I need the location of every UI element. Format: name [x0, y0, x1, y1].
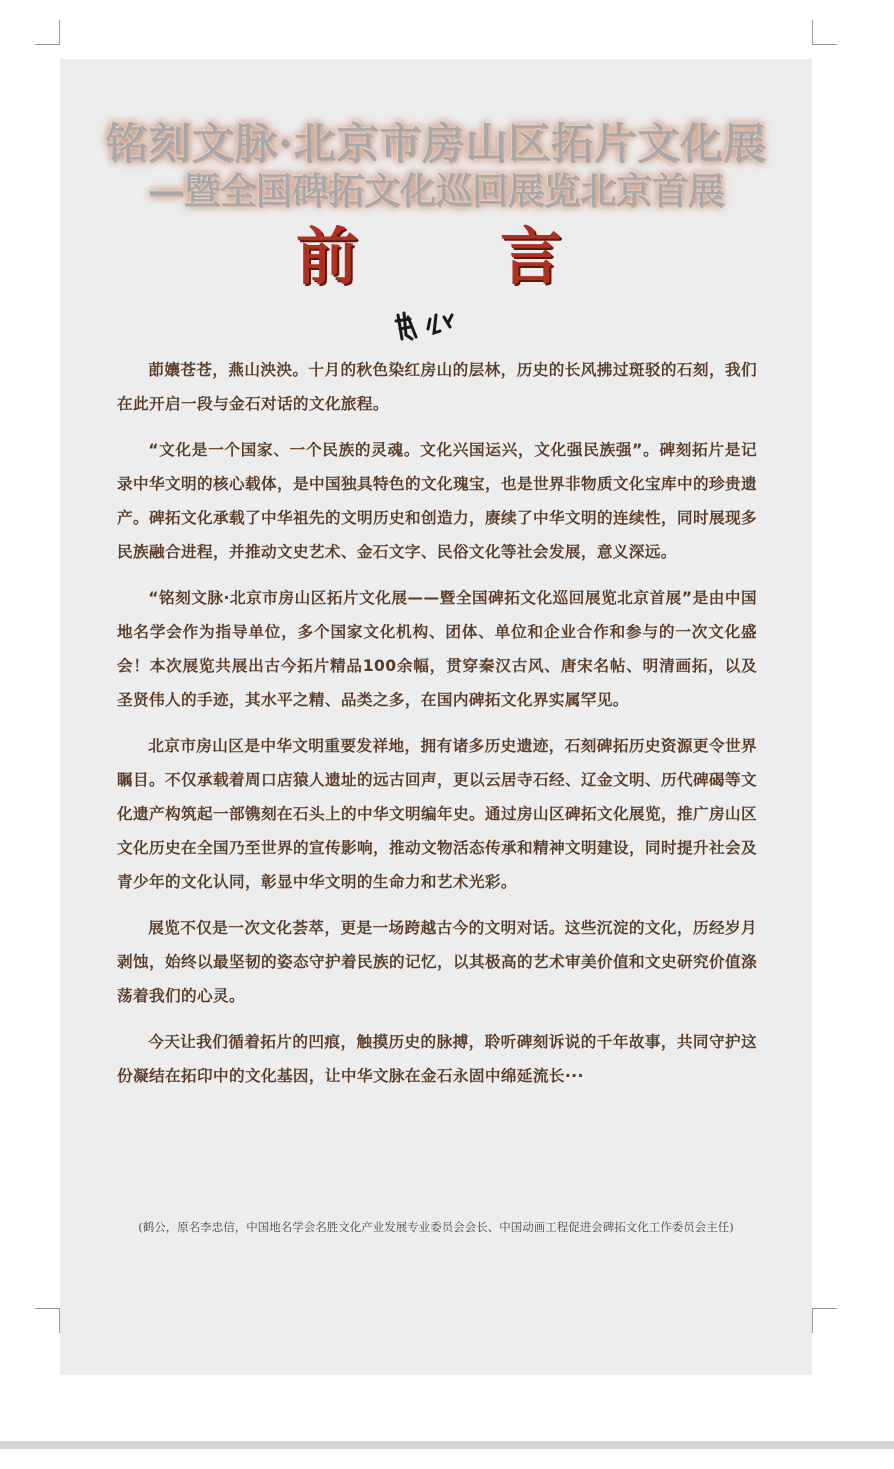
- crop-mark-bottom-left: [35, 1308, 60, 1333]
- preface-char-2: 言: [499, 220, 562, 293]
- document-page: [60, 59, 812, 1375]
- crop-mark-top-right: [812, 20, 837, 45]
- signature-calligraphy: [394, 309, 458, 343]
- viewer-scrollbar[interactable]: [0, 1441, 894, 1449]
- title-line-1: 铭刻文脉·北京市房山区拓片文化展: [105, 119, 767, 168]
- paragraph-6: 今天让我们循着拓片的凹痕，触摸历史的脉搏，聆听碑刻诉说的千年故事，共同守护这份凝结在拓印中的文化基因，让中华文脉在金石永固中绵延流长···: [117, 1033, 757, 1085]
- title-line-2: —暨全国碑拓文化巡回展览北京首展: [147, 170, 724, 212]
- paragraph-5: 展览不仅是一次文化荟萃，更是一场跨越古今的文明对话。这些沉淀的文化，历经岁月剥蚀，始终以最坚韧的姿态守护着民族的记忆，以其极高的艺术审美价值和文史研究价值涤荡着我们的心灵。: [117, 919, 757, 1005]
- crop-mark-top-left: [35, 20, 60, 45]
- paragraph-4: 北京市房山区是中华文明重要发祥地，拥有诸多历史遗迹，石刻碑拓历史资源更令世界瞩目。不仅承载着周口店猿人遗址的远古回声，更以云居寺石经、辽金文明、历代碑碣等文化遗产构筑起一部镌刻在石头上的中华文明编年史。通过房山区碑拓文化展览，推广房山区文化历史在全国乃至世界的宣传影响，推动文物活态传承和精神文明建设，同时提升社会及青少年的文化认同，彰显中华文明的生命力和艺术光彩。: [117, 737, 757, 891]
- paragraph-1: 莭孃苍苍，燕山泱泱。十月的秋色染红房山的层林，历史的长风拂过斑驳的石刻，我们在此开启一段与金石对话的文化旅程。: [117, 361, 757, 413]
- paragraph-2: “文化是一个国家、一个民族的灵魂。文化兴国运兴，文化强民族强”。碑刻拓片是记录中华文明的核心载体，是中国独具特色的文化瑰宝，也是世界非物质文化宝库中的珍贵遗产。碑拓文化承载了中华祖先的文明历史和创造力，赓续了中华文明的连续性，同时展现多民族融合进程，并推动文史艺术、金石文字、民俗文化等社会发展，意义深远。: [117, 441, 757, 561]
- crop-mark-bottom-right: [812, 1308, 837, 1333]
- preface-heading: [296, 220, 562, 293]
- author-note: (鹤公，原名李忠信，中国地名学会名胜文化产业发展专业委员会会长、中国动画工程促进会碑拓文化工作委员会主任): [138, 1220, 734, 1234]
- paragraph-3: “铭刻文脉·北京市房山区拓片文化展——暨全国碑拓文化巡回展览北京首展”是由中国地名学会作为指导单位，多个国家文化机构、团体、单位和企业合作和参与的一次文化盛会！本次展览共展出古今拓片精品100余幅，贯穿秦汉古风、唐宋名帖、明清画拓，以及圣贤伟人的手迹，其水平之精、品类之多，在国内碑拓文化界实属罕见。: [117, 589, 757, 709]
- preface-body: [117, 353, 757, 1105]
- preface-char-1: 前: [296, 220, 359, 293]
